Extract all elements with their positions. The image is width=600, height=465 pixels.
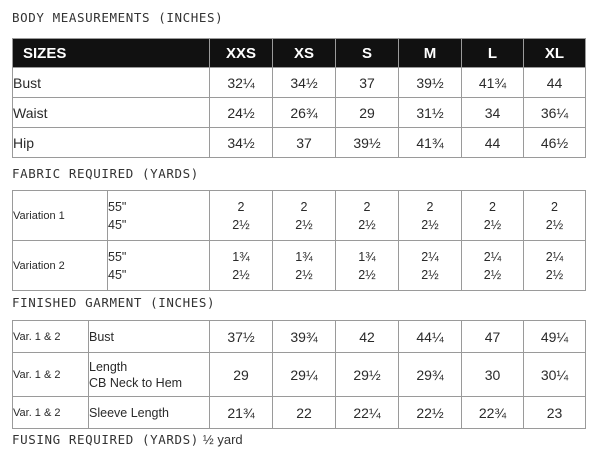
fabric-cell (524, 241, 586, 291)
cell-value: 2¼ (483, 249, 502, 264)
garment-row-bust (13, 321, 586, 353)
variation-label: Var. 1 & 2 (13, 397, 89, 429)
cell-value: 39¾ (273, 321, 336, 353)
cell-value: 29 (210, 353, 273, 397)
cell-value: 2 (237, 199, 245, 214)
fabric-cell (210, 241, 273, 291)
cell-value: 39½ (336, 128, 399, 158)
width-55: 55" (108, 199, 127, 214)
cell-value: 44 (462, 128, 524, 158)
row-label-line: Bust (89, 329, 115, 344)
cell-value: 37½ (210, 321, 273, 353)
cell-value: 34 (462, 98, 524, 128)
cell-value: 42 (336, 321, 399, 353)
size-l: L (462, 39, 524, 68)
fusing-required-heading (12, 432, 243, 447)
cell-value: 2 (551, 199, 558, 214)
width-55: 55" (108, 249, 127, 264)
cell-value: 26¾ (273, 98, 336, 128)
fabric-required-heading: FABRIC REQUIRED (YARDS) (12, 166, 199, 181)
cell-value: 2½ (545, 267, 564, 282)
width-45: 45" (108, 217, 127, 232)
cell-value: 22¼ (336, 397, 399, 429)
fabric-cell (462, 241, 524, 291)
width-45: 45" (108, 267, 127, 282)
cell-value: 30¼ (524, 353, 586, 397)
cell-value: 2½ (421, 267, 439, 282)
cell-value: 39½ (399, 68, 462, 98)
cell-value: 2¼ (545, 249, 564, 264)
fabric-cell (336, 191, 399, 241)
cell-value: 23 (524, 397, 586, 429)
row-label (89, 321, 210, 353)
cell-value: 41¾ (462, 68, 524, 98)
sizes-header-row (13, 39, 586, 68)
cell-value: 2 (489, 199, 496, 214)
cell-value: 2½ (295, 267, 313, 282)
body-measurements-heading: BODY MEASUREMENTS (INCHES) (12, 10, 224, 25)
cell-value: 21¾ (210, 397, 273, 429)
cell-value: 46½ (524, 128, 586, 158)
cell-value: 44 (524, 68, 586, 98)
cell-value: 2½ (483, 267, 502, 282)
fabric-cell (524, 191, 586, 241)
fusing-value: ½ yard (202, 432, 243, 447)
size-s: S (336, 39, 399, 68)
cell-value: 24½ (210, 98, 273, 128)
row-label: Hip (13, 128, 210, 158)
body-row-bust (13, 68, 586, 98)
size-xl: XL (524, 39, 586, 68)
cell-value: 1¾ (295, 249, 313, 264)
cell-value: 1¾ (232, 249, 250, 264)
variation-label: Var. 1 & 2 (13, 353, 89, 397)
row-label: Bust (13, 68, 210, 98)
cell-value: 30 (462, 353, 524, 397)
cell-value: 34½ (273, 68, 336, 98)
cell-value: 2½ (295, 217, 313, 232)
cell-value: 34½ (210, 128, 273, 158)
fabric-cell (462, 191, 524, 241)
finished-garment-table (12, 320, 586, 429)
fabric-cell (273, 191, 336, 241)
cell-value: 31½ (399, 98, 462, 128)
fabric-cell (399, 241, 462, 291)
cell-value: 22 (273, 397, 336, 429)
size-m: M (399, 39, 462, 68)
cell-value: 29 (336, 98, 399, 128)
cell-value: 29½ (336, 353, 399, 397)
fabric-row-variation-1 (13, 191, 586, 241)
cell-value: 47 (462, 321, 524, 353)
size-xs: XS (273, 39, 336, 68)
cell-value: 2½ (232, 217, 250, 232)
variation-label: Variation 2 (13, 241, 108, 291)
fabric-widths (108, 191, 210, 241)
cell-value: 2½ (358, 267, 376, 282)
variation-label: Variation 1 (13, 191, 108, 241)
fabric-cell (399, 191, 462, 241)
cell-value: 37 (336, 68, 399, 98)
body-row-waist (13, 98, 586, 128)
fabric-cell (210, 191, 273, 241)
fusing-heading-text: FUSING REQUIRED (YARDS) (12, 432, 199, 447)
garment-row-sleeve-length (13, 397, 586, 429)
body-measurements-table (12, 38, 586, 158)
cell-value: 22½ (399, 397, 462, 429)
row-label-line: Length (89, 359, 128, 374)
row-label (89, 397, 210, 429)
cell-value: 2½ (483, 217, 502, 232)
row-label (89, 353, 210, 397)
cell-value: 37 (273, 128, 336, 158)
cell-value: 49¼ (524, 321, 586, 353)
cell-value: 44¼ (399, 321, 462, 353)
fabric-required-table (12, 190, 586, 291)
cell-value: 2½ (545, 217, 564, 232)
cell-value: 2 (300, 199, 308, 214)
cell-value: 2½ (232, 267, 250, 282)
cell-value: 32¼ (210, 68, 273, 98)
cell-value: 36¼ (524, 98, 586, 128)
cell-value: 2 (363, 199, 371, 214)
cell-value: 2½ (358, 217, 376, 232)
fabric-cell (273, 241, 336, 291)
size-xxs: XXS (210, 39, 273, 68)
fabric-cell (336, 241, 399, 291)
cell-value: 41¾ (399, 128, 462, 158)
row-label-line: CB Neck to Hem (89, 375, 183, 390)
cell-value: 22¾ (462, 397, 524, 429)
cell-value: 2 (426, 199, 434, 214)
garment-row-length (13, 353, 586, 397)
fabric-row-variation-2 (13, 241, 586, 291)
row-label: Waist (13, 98, 210, 128)
fabric-widths (108, 241, 210, 291)
cell-value: 29¾ (399, 353, 462, 397)
cell-value: 29¼ (273, 353, 336, 397)
row-label-line: Sleeve Length (89, 405, 169, 420)
finished-garment-heading: FINISHED GARMENT (INCHES) (12, 295, 216, 310)
cell-value: 2¼ (421, 249, 439, 264)
body-row-hip (13, 128, 586, 158)
cell-value: 1¾ (358, 249, 376, 264)
sizes-label: SIZES (13, 39, 210, 68)
variation-label: Var. 1 & 2 (13, 321, 89, 353)
cell-value: 2½ (421, 217, 439, 232)
